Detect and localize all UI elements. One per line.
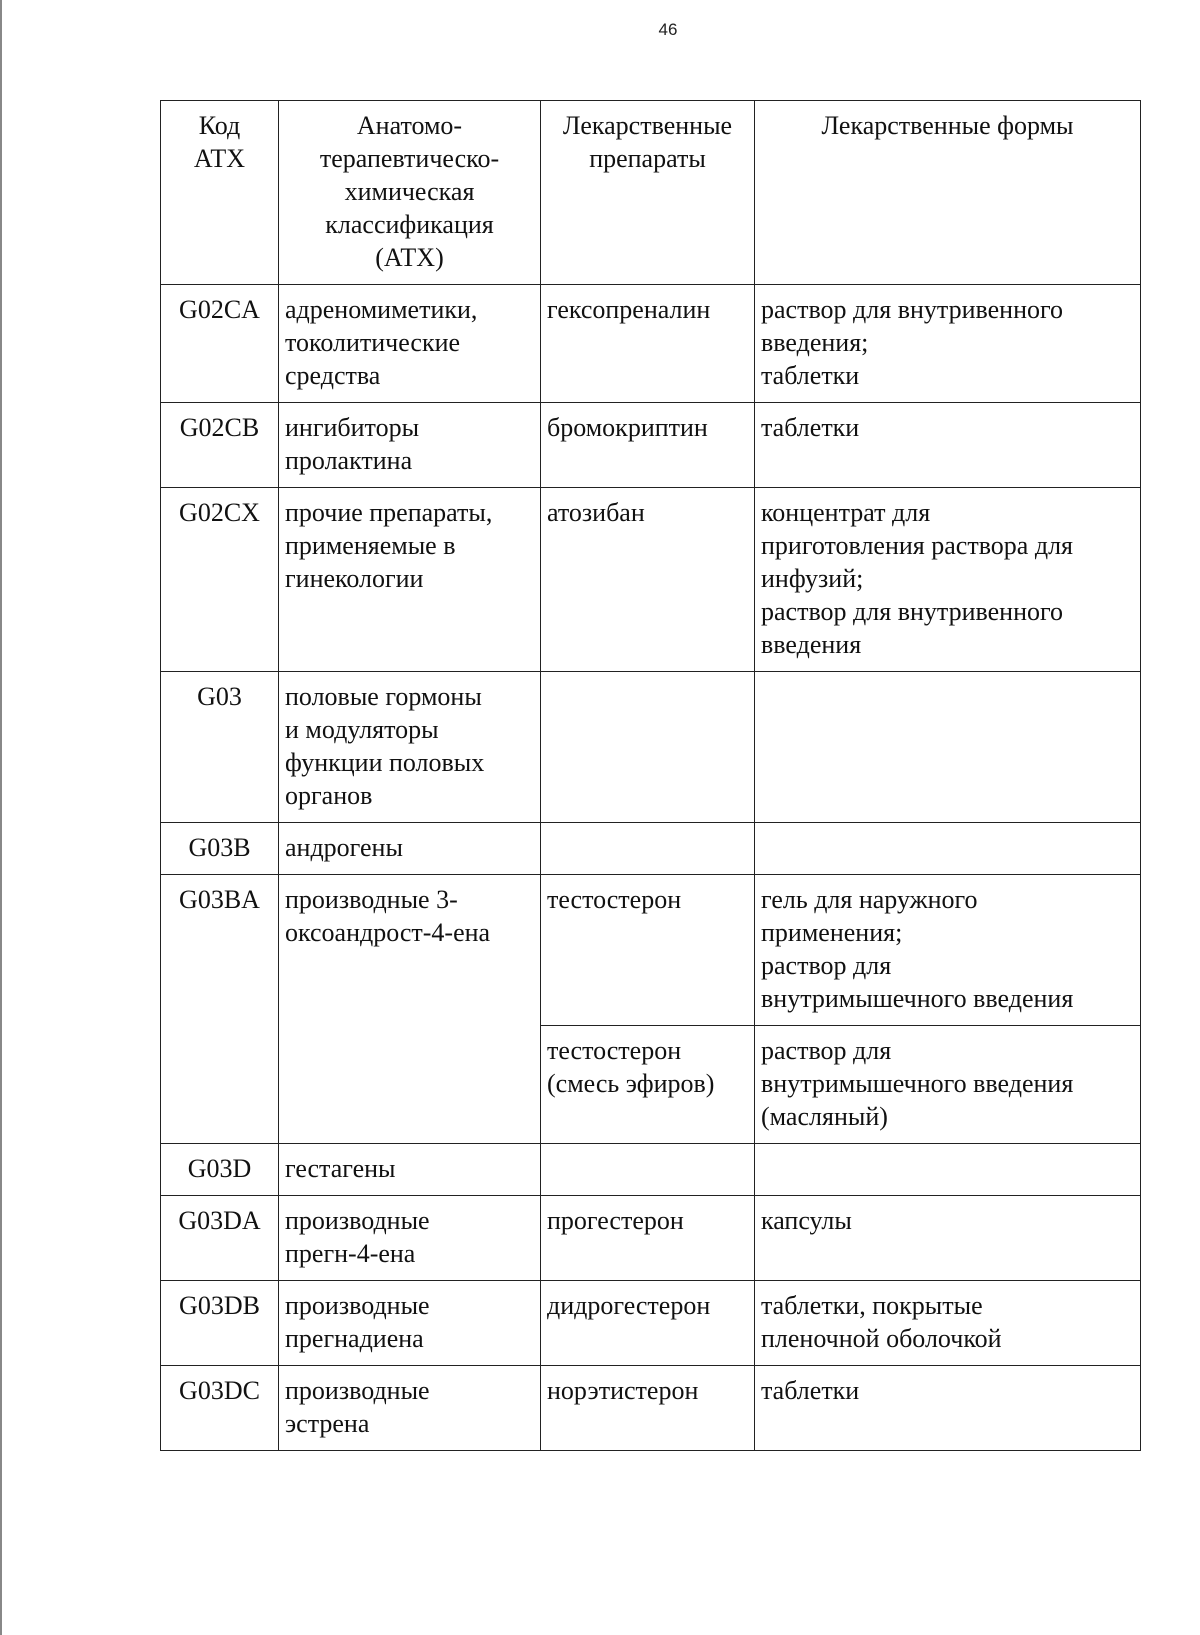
table-row (161, 1366, 1141, 1451)
atc-code: G03B (161, 823, 279, 875)
drug-name: прогестерон (541, 1196, 755, 1281)
atc-classification: адреномиметики, токолитические средства (279, 285, 541, 403)
atc-code: G03DA (161, 1196, 279, 1281)
atc-classification: производные прегн-4-ена (279, 1196, 541, 1281)
atc-classification: производные эстрена (279, 1366, 541, 1451)
atc-code: G02CB (161, 403, 279, 488)
atc-classification: гестагены (279, 1144, 541, 1196)
header-drugs: Лекарственные препараты (541, 101, 755, 285)
atc-code: G03DB (161, 1281, 279, 1366)
drug-name (541, 823, 755, 875)
table-row (161, 875, 1141, 1026)
atc-classification: ингибиторы пролактина (279, 403, 541, 488)
dosage-forms: гель для наружного применения; раствор для внутримышечного введения (755, 875, 1141, 1026)
dosage-forms (755, 1144, 1141, 1196)
table-row (161, 672, 1141, 823)
dosage-forms: раствор для внутримышечного введения (масляный) (755, 1026, 1141, 1144)
atc-classification: прочие препараты, применяемые в гинекологии (279, 488, 541, 672)
header-classification: Анатомо- терапевтическо- химическая классификация (АТХ) (279, 101, 541, 285)
table-row (161, 1144, 1141, 1196)
atc-classification: производные прегнадиена (279, 1281, 541, 1366)
atc-code: G03BA (161, 875, 279, 1144)
header-forms: Лекарственные формы (755, 101, 1141, 285)
table-row (161, 285, 1141, 403)
dosage-forms: капсулы (755, 1196, 1141, 1281)
dosage-forms: концентрат для приготовления раствора для инфузий; раствор для внутривенного введения (755, 488, 1141, 672)
drug-name: тестостерон (смесь эфиров) (541, 1026, 755, 1144)
header-code: Код АТХ (161, 101, 279, 285)
atc-code: G02CA (161, 285, 279, 403)
drug-name: гексопреналин (541, 285, 755, 403)
table-header-row (161, 101, 1141, 285)
table-row (161, 1281, 1141, 1366)
dosage-forms (755, 823, 1141, 875)
atc-code: G03DC (161, 1366, 279, 1451)
atc-classification: половые гормоны и модуляторы функции половых органов (279, 672, 541, 823)
drug-name: дидрогестерон (541, 1281, 755, 1366)
drug-name: атозибан (541, 488, 755, 672)
atc-code: G03 (161, 672, 279, 823)
table-row (161, 1196, 1141, 1281)
scan-edge-line (0, 0, 2, 1635)
drug-name: бромокриптин (541, 403, 755, 488)
atc-code: G03D (161, 1144, 279, 1196)
dosage-forms (755, 672, 1141, 823)
drug-name (541, 1144, 755, 1196)
table-row (161, 823, 1141, 875)
atc-classification: андрогены (279, 823, 541, 875)
drug-name: тестостерон (541, 875, 755, 1026)
drug-name: норэтистерон (541, 1366, 755, 1451)
atc-drug-table (160, 100, 1141, 1451)
dosage-forms: таблетки (755, 403, 1141, 488)
dosage-forms: раствор для внутривенного введения; таблетки (755, 285, 1141, 403)
dosage-forms: таблетки (755, 1366, 1141, 1451)
atc-classification: производные 3- оксоандрост-4-ена (279, 875, 541, 1144)
atc-code: G02CX (161, 488, 279, 672)
dosage-forms: таблетки, покрытые пленочной оболочкой (755, 1281, 1141, 1366)
page-number: 46 (658, 20, 678, 39)
table-row (161, 403, 1141, 488)
drug-name (541, 672, 755, 823)
table-row (161, 488, 1141, 672)
